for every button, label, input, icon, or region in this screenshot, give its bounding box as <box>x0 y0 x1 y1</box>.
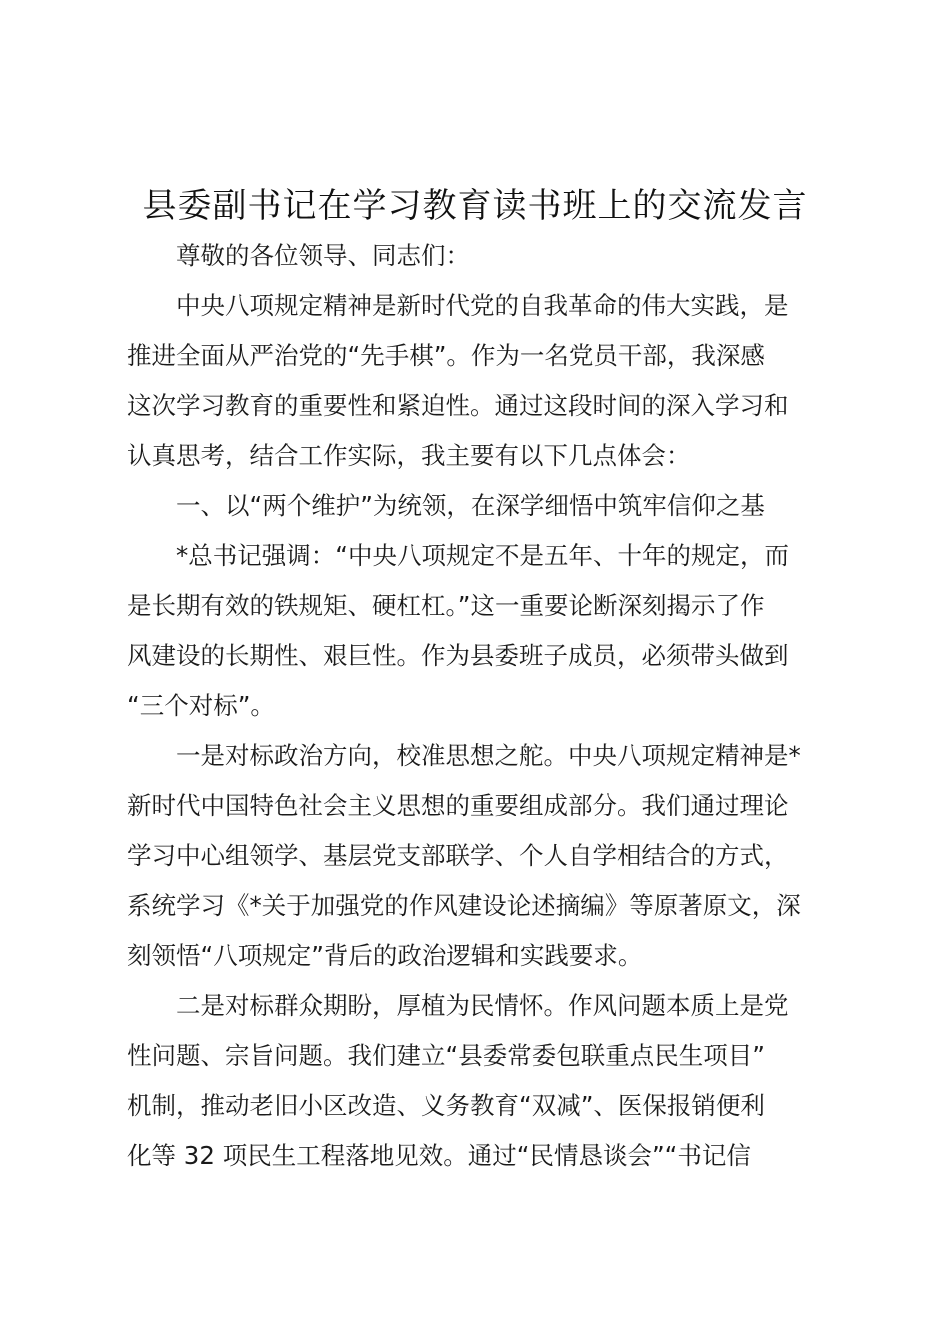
text-line: 学习中心组领学、基层党支部联学、个人自学相结合的方式， <box>127 841 789 870</box>
text-line: 一、以“两个维护”为统领，在深学细悟中筑牢信仰之基 <box>176 491 765 520</box>
text-line: 尊敬的各位领导、同志们： <box>176 241 470 270</box>
text-line: 刻领悟“八项规定”背后的政治逻辑和实践要求。 <box>127 941 643 970</box>
text-line: 是长期有效的铁规矩、硬杠杠。”这一重要论断深刻揭示了作 <box>127 591 765 620</box>
text-line: *总书记强调：“中央八项规定不是五年、十年的规定，而 <box>176 541 789 570</box>
text-line: 新时代中国特色社会主义思想的重要组成部分。我们通过理论 <box>127 791 789 820</box>
text-line: 性问题、宗旨问题。我们建立“县委常委包联重点民生项目” <box>127 1041 765 1070</box>
text-line: 推进全面从严治党的“先手棋”。作为一名党员干部，我深感 <box>127 341 765 370</box>
text-line: 一是对标政治方向，校准思想之舵。中央八项规定精神是* <box>176 741 801 770</box>
text-line: 这次学习教育的重要性和紧迫性。通过这段时间的深入学习和 <box>127 391 789 420</box>
text-line: 系统学习《*关于加强党的作风建设论述摘编》等原著原文，深 <box>127 891 801 920</box>
text-line: “三个对标”。 <box>127 691 275 720</box>
text-line: 机制，推动老旧小区改造、义务教育“双减”、医保报销便利 <box>127 1091 765 1120</box>
text-line: 风建设的长期性、艰巨性。作为县委班子成员，必须带头做到 <box>127 641 789 670</box>
document-body <box>127 231 837 1181</box>
text-line: 中央八项规定精神是新时代党的自我革命的伟大实践，是 <box>176 291 789 320</box>
text-line: 二是对标群众期盼，厚植为民情怀。作风问题本质上是党 <box>176 991 789 1020</box>
text-line: 化等 32 项民生工程落地见效。通过“民情恳谈会”“书记信 <box>127 1141 751 1170</box>
document-title: 县委副书记在学习教育读书班上的交流发言 <box>142 186 808 226</box>
text-line: 认真思考，结合工作实际，我主要有以下几点体会： <box>127 441 691 470</box>
